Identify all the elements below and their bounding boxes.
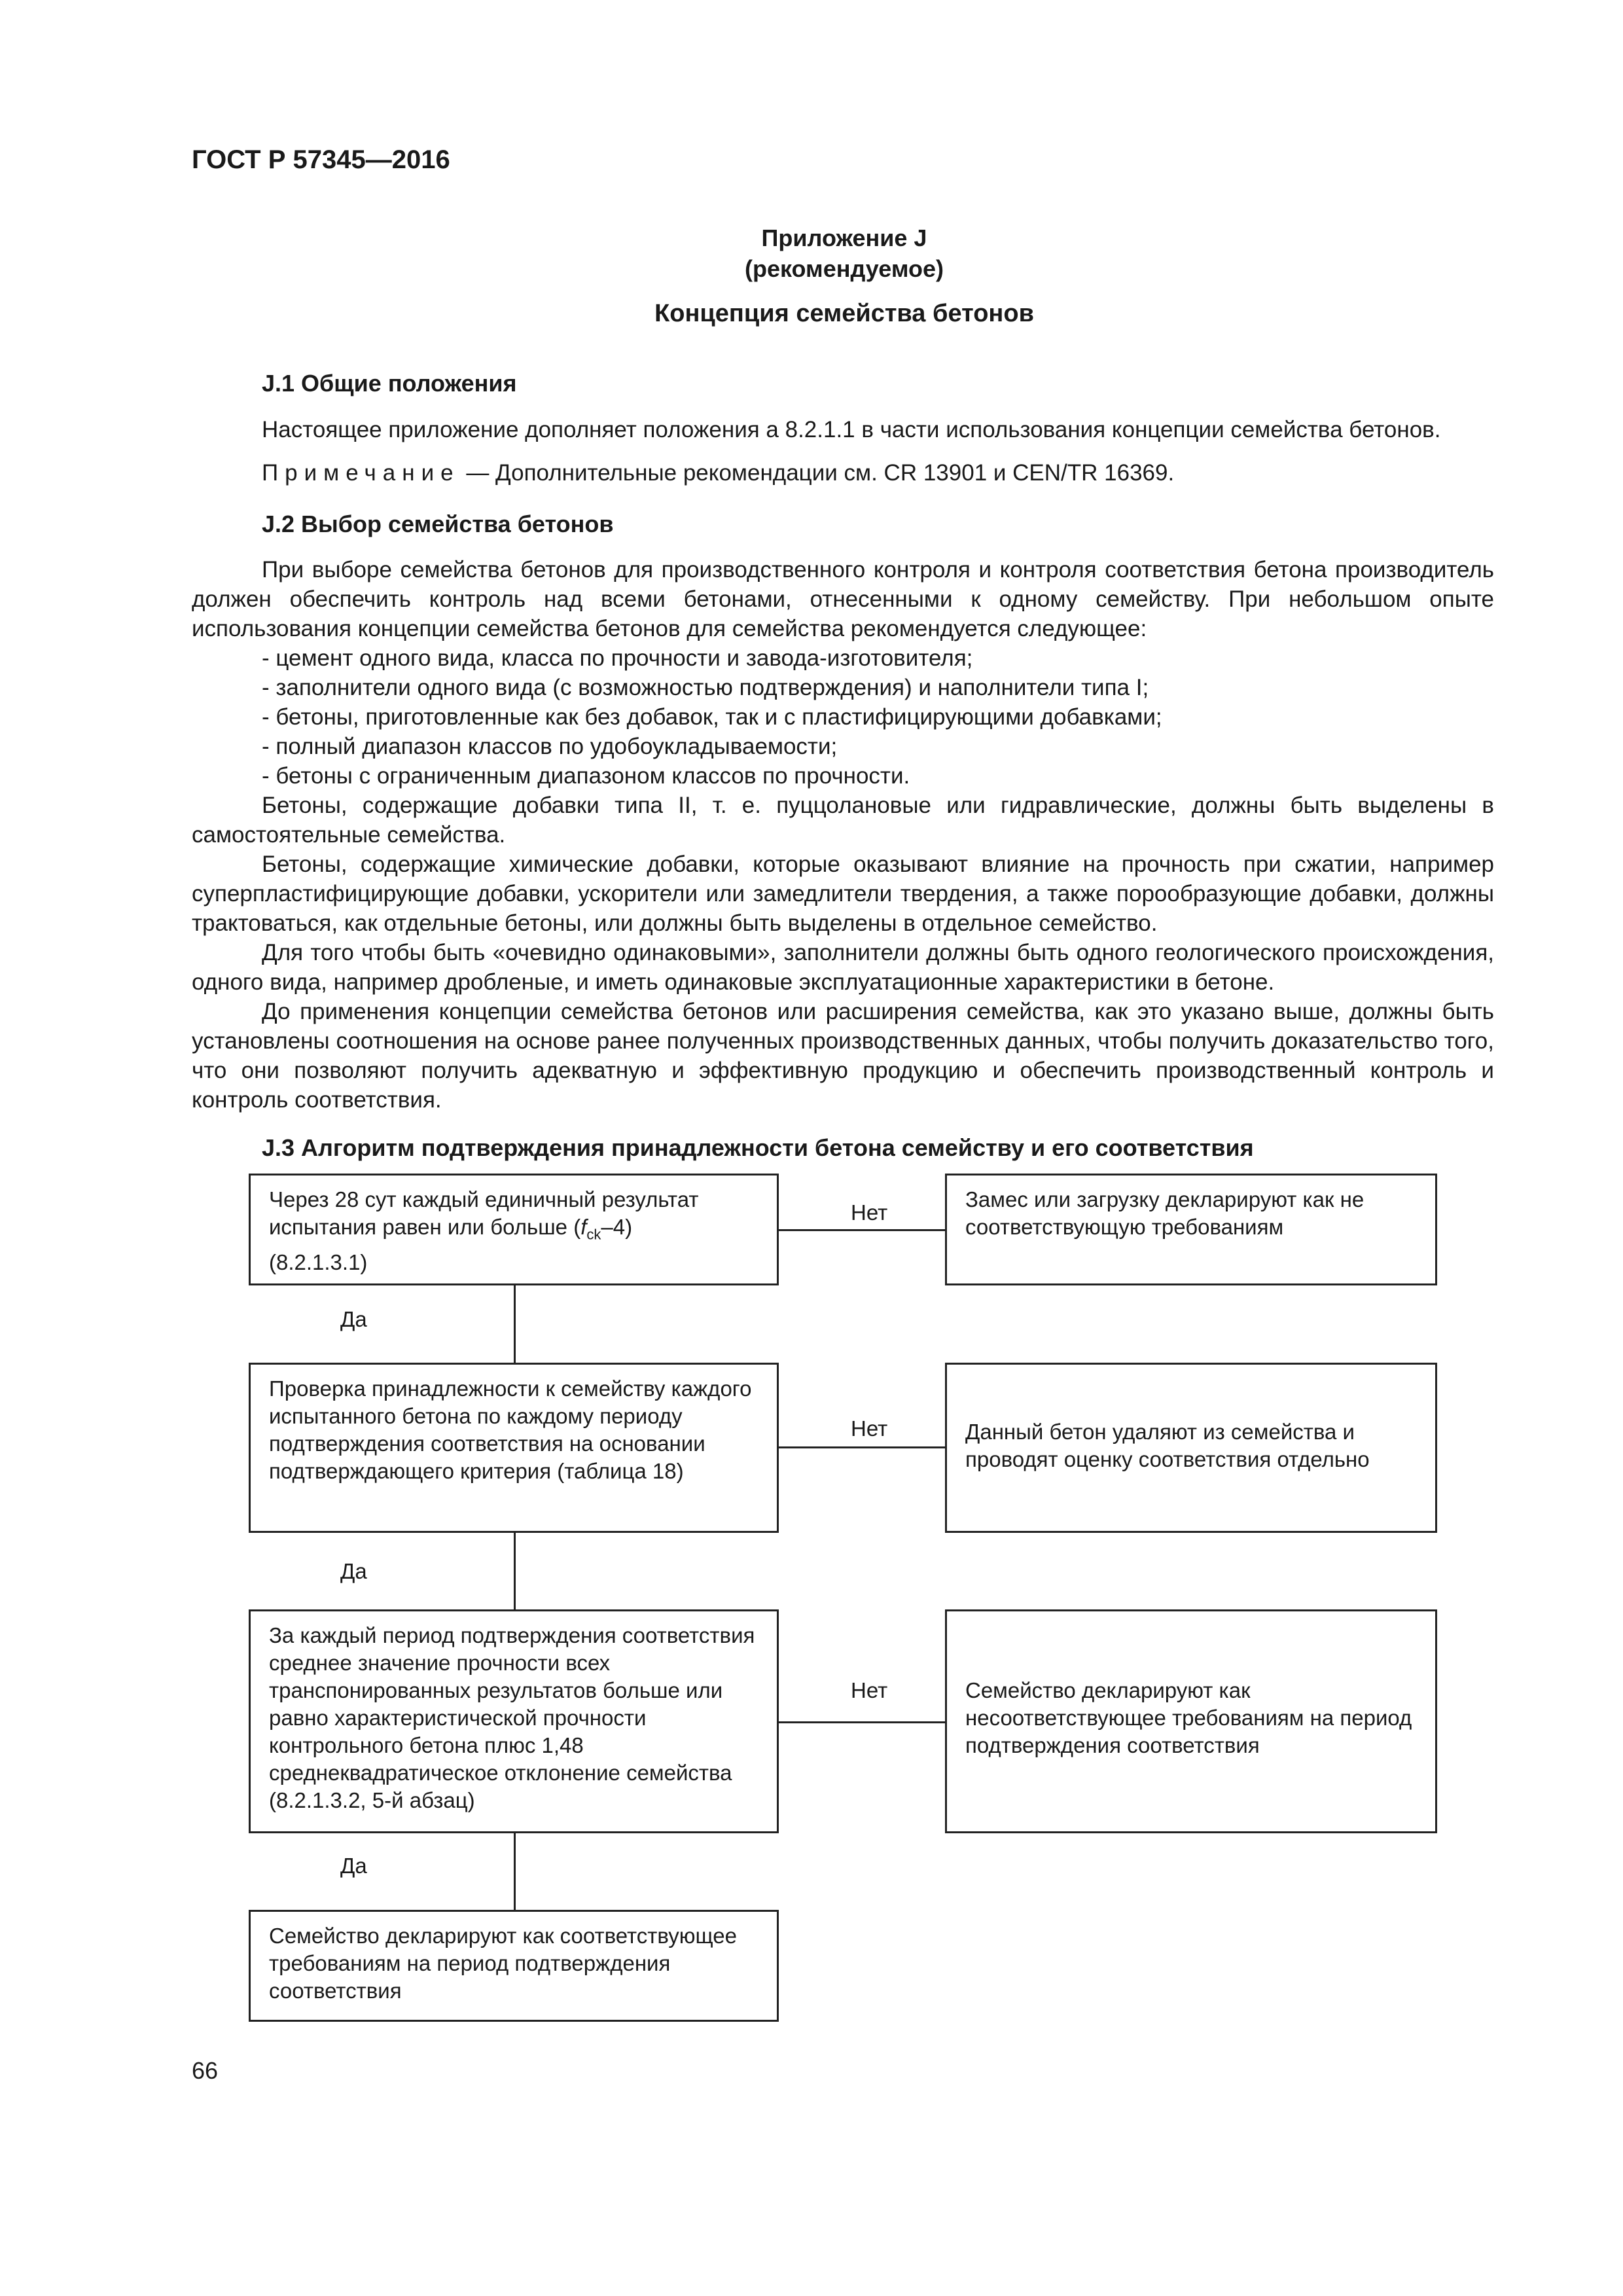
appendix-status: (рекомендуемое) (745, 255, 944, 282)
connector-no-1 (779, 1229, 945, 1231)
j2-list-item-3: - бетоны, приготовленные как без добавок, так и с пластифицирующими добавками; (262, 704, 1162, 730)
label-no-2: Нет (851, 1416, 888, 1441)
j2-paragraph-2: Бетоны, содержащие добавки типа II, т. е. пуццолановые или гидравлические, должны быть выделены в самостоятельные семейства. (192, 793, 1494, 848)
flow-outcome-1: Замес или загрузку декларируют как не соответствующую требованиям (945, 1174, 1437, 1285)
j2-paragraph-1: При выборе семейства бетонов для производственного контроля и контроля соответствия бетона производитель должен обеспечить контроль над всеми бетонами, отнесенными к одному семейству. При небольшом опыте использования концепции семейства бетонов для семейства рекомендуется следующее: (192, 557, 1494, 641)
j1-paragraph: Настоящее приложение дополняет положения а 8.2.1.1 в части использования концепции семейства бетонов. (262, 417, 1441, 442)
connector-no-2 (779, 1446, 945, 1448)
flow-box-3: За каждый период подтверждения соответствия среднее значение прочности всех транспонированных результатов больше или равно характеристической прочности контрольного бетона плюс 1,48 среднеквадратическое отклонение семейства (8.2.1.3.2, 5-й абзац) (249, 1609, 779, 1833)
document-header: ГОСТ Р 57345—2016 (192, 145, 450, 174)
flow-outcome-2: Данный бетон удаляют из семейства и проводят оценку соответствия отдельно (945, 1363, 1437, 1533)
j2-list-item-4: - полный диапазон классов по удобоукладываемости; (262, 734, 838, 759)
flow-box-2: Проверка принадлежности к семейству каждого испытанного бетона по каждому периоду подтверждения соответствия на основании подтверждающего критерия (таблица 18) (249, 1363, 779, 1533)
note-label: Примечание (262, 460, 460, 486)
connector-no-3 (779, 1721, 945, 1723)
appendix-label: Приложение J (761, 224, 927, 251)
section-j3-heading: J.3 Алгоритм подтверждения принадлежности бетона семейству и его соответствия (262, 1134, 1254, 1161)
fck-variable: f (580, 1215, 587, 1239)
section-j2-heading: J.2 Выбор семейства бетонов (262, 511, 614, 537)
page-number: 66 (192, 2057, 219, 2084)
j2-list-item-1: - цемент одного вида, класса по прочности и завода-изготовителя; (262, 645, 973, 671)
label-yes-2: Да (340, 1559, 367, 1583)
note-text: — Дополнительные рекомендации см. CR 13901 и CEN/TR 16369. (459, 460, 1175, 486)
label-no-3: Нет (851, 1678, 888, 1702)
section-j2-body (192, 555, 1494, 1115)
flow-box-1: Через 28 сут каждый единичный результат испытания равен или больше $(f_{ck}-4)$ (8.2.1.3.1) (249, 1174, 779, 1285)
connector-yes-2 (514, 1533, 516, 1609)
j2-paragraph-5: До применения концепции семейства бетонов или расширения семейства, как это указано выше, должны быть установлены соотношения на основе ранее полученных производственных данных, чтобы получить доказательство того, что они позволяют получить адекватную и эффективную продукцию и обеспечить производственный контроль и контроль соответствия. (192, 999, 1494, 1113)
connector-yes-3 (514, 1833, 516, 1910)
appendix-title: Концепция семейства бетонов (654, 300, 1034, 327)
flow-outcome-3: Семейство декларируют как несоответствующее требованиям на период подтверждения соответствия (945, 1609, 1437, 1833)
label-yes-1: Да (340, 1307, 367, 1331)
j2-list-item-5: - бетоны с ограниченным диапазоном классов по прочности. (262, 763, 910, 789)
j2-paragraph-3: Бетоны, содержащие химические добавки, которые оказывают влияние на прочность при сжатии, например суперпластифицирующие добавки, ускорители или замедлители твердения, а также порообразующие добавки, должны трактоваться, как отдельные бетоны, или должны быть выделены в отдельное семейство. (192, 852, 1494, 936)
flow-box-4: Семейство декларируют как соответствующее требованиям на период подтверждения соответствия (249, 1910, 779, 2022)
label-yes-3: Да (340, 1854, 367, 1878)
j2-list-item-2: - заполнители одного вида (с возможностью подтверждения) и наполнители типа I; (262, 675, 1149, 700)
section-j1-note (192, 458, 1494, 488)
section-j1-text (192, 415, 1494, 444)
connector-yes-1 (514, 1285, 516, 1363)
label-no-1: Нет (851, 1200, 888, 1225)
j2-paragraph-4: Для того чтобы быть «очевидно одинаковыми», заполнители должны быть одного геологического происхождения, одного вида, например дробленые, и иметь одинаковые эксплуатационные характеристики в бетоне. (192, 940, 1494, 995)
section-j1-heading: J.1 Общие положения (262, 370, 517, 397)
